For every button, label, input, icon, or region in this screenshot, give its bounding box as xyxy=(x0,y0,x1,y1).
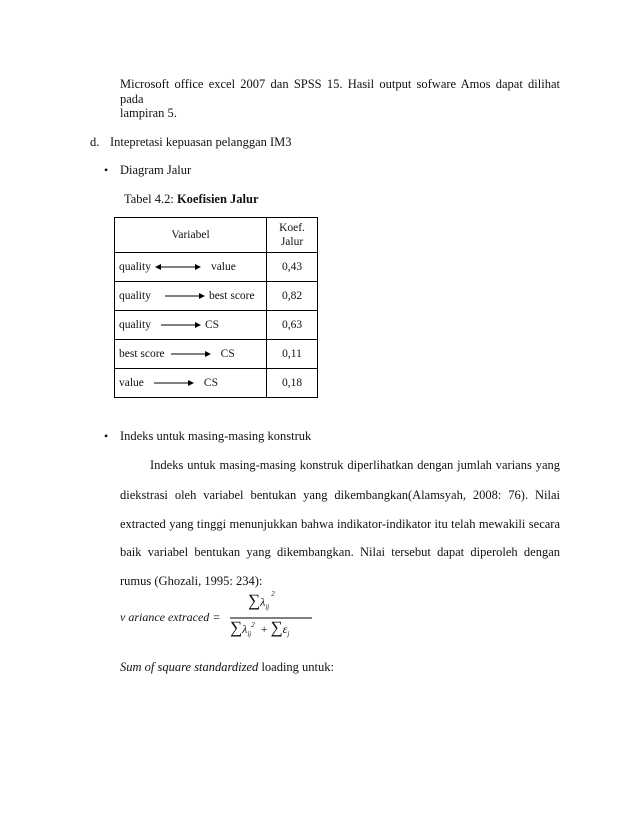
lambda-symbol: λ xyxy=(260,595,266,609)
paragraph-line: Indeks untuk masing-masing konstruk diperlihatkan dengan jumlah varians yang xyxy=(150,458,560,472)
table-row xyxy=(115,340,318,369)
table-row xyxy=(115,369,318,398)
plus-symbol: + xyxy=(260,622,268,636)
right-arrow-icon xyxy=(165,292,205,300)
variable-cell xyxy=(115,311,267,340)
italic-phrase: Sum of square standardized xyxy=(120,660,259,674)
variable-cell xyxy=(115,369,267,398)
bullet-symbol: • xyxy=(104,163,109,177)
paragraph-line: baik variabel bentukan yang dikembangkan. Nilai tersebut dapat diperoleh dengan xyxy=(120,545,560,559)
koef-cell: 0,11 xyxy=(267,340,318,369)
var-to: CS xyxy=(220,348,235,360)
sigma-symbol: ∑ xyxy=(248,591,261,610)
table-row xyxy=(115,253,318,282)
table-header-row xyxy=(115,218,318,253)
table-row xyxy=(115,282,318,311)
sigma-symbol: ∑ xyxy=(270,618,283,637)
header-koef xyxy=(267,218,318,253)
formula-numerator xyxy=(248,590,275,611)
table-caption-prefix: Tabel 4.2: xyxy=(124,192,177,206)
var-from: best score xyxy=(119,348,165,360)
table-row xyxy=(115,311,318,340)
formula-denominator xyxy=(230,618,289,638)
koef-cell: 0,43 xyxy=(267,253,318,282)
epsilon-symbol: ε xyxy=(282,622,288,636)
var-to: value xyxy=(210,261,236,273)
var-from: value xyxy=(119,377,144,389)
koef-cell: 0,18 xyxy=(267,369,318,398)
header-koef-line1: Koef. xyxy=(279,222,305,234)
right-arrow-icon xyxy=(154,379,194,387)
koefisien-table xyxy=(114,217,318,398)
variable-cell xyxy=(115,340,267,369)
paragraph-line: diekstrasi oleh variabel bentukan yang dikembangkan(Alamsyah, 2008: 76). Nilai xyxy=(120,488,560,502)
table-caption-title: Koefisien Jalur xyxy=(176,192,259,206)
table-caption xyxy=(124,192,259,207)
variable-cell xyxy=(115,282,267,311)
paragraph-line: Microsoft office excel 2007 dan SPSS 15. Hasil output sofware Amos dapat dilihat pada xyxy=(120,77,560,106)
paragraph-line xyxy=(120,660,334,675)
variance-extracted-formula xyxy=(120,592,320,644)
header-variabel: Variabel xyxy=(115,218,267,253)
right-arrow-icon xyxy=(161,321,201,329)
paragraph-line: rumus (Ghozali, 1995: 234): xyxy=(120,574,263,588)
var-from: quality xyxy=(119,319,151,331)
var-to: CS xyxy=(204,319,220,331)
koef-cell: 0,63 xyxy=(267,311,318,340)
subscript: ij xyxy=(265,603,270,611)
var-from: quality xyxy=(119,261,151,273)
right-arrow-icon xyxy=(171,350,211,358)
sigma-symbol: ∑ xyxy=(230,618,243,637)
var-to: best score xyxy=(208,290,255,302)
superscript: 2 xyxy=(271,590,275,598)
bidirectional-arrow-icon xyxy=(155,263,201,271)
formula-lhs: v ariance extraced = xyxy=(120,610,221,624)
section-title: Intepretasi kepuasan pelanggan IM3 xyxy=(110,135,292,149)
paragraph-line: extracted yang tinggi menunjukkan bahwa indikator-indikator itu telah mewakili secara xyxy=(120,517,560,531)
section-marker: d. xyxy=(90,135,100,149)
paragraph-rest: loading untuk: xyxy=(258,660,335,674)
bullet-text: Diagram Jalur xyxy=(120,163,192,177)
paragraph-line: lampiran 5. xyxy=(120,106,177,120)
koef-cell: 0,82 xyxy=(267,282,318,311)
var-to: CS xyxy=(203,377,218,389)
header-koef-line2: Jalur xyxy=(280,236,304,248)
lambda-symbol: λ xyxy=(242,622,248,636)
variable-cell xyxy=(115,253,267,282)
var-from: quality xyxy=(119,290,151,302)
bullet-text: Indeks untuk masing-masing konstruk xyxy=(120,429,312,443)
subscript: ij xyxy=(247,630,252,638)
superscript: 2 xyxy=(251,621,255,629)
bullet-symbol: • xyxy=(104,429,109,443)
subscript: j xyxy=(287,630,290,638)
